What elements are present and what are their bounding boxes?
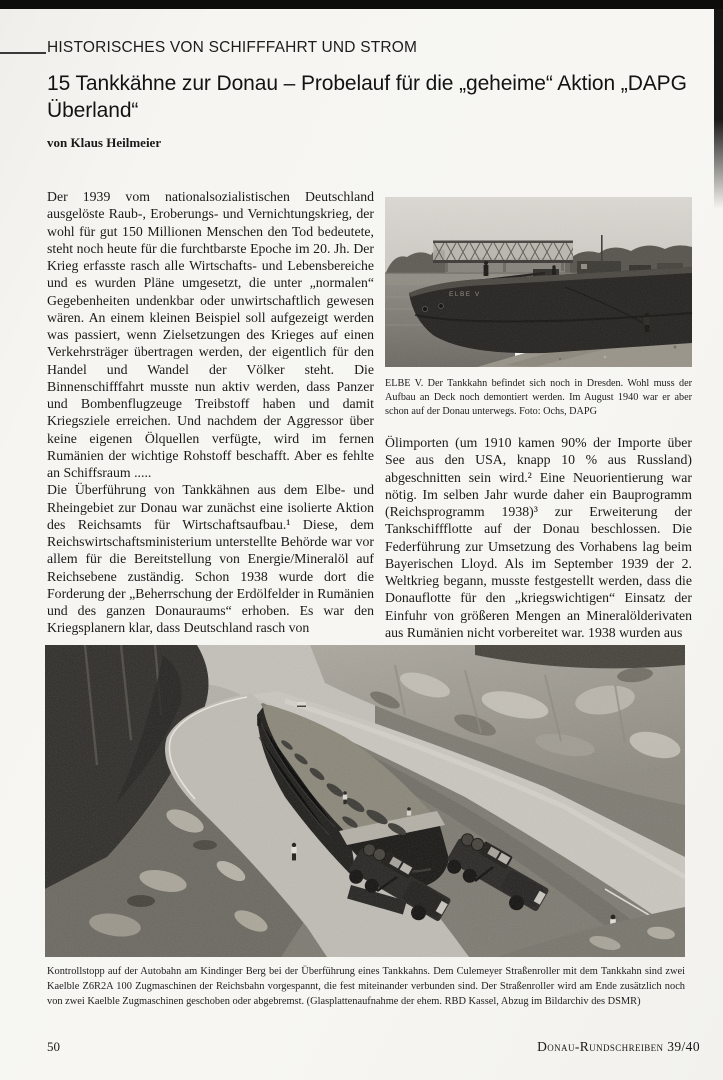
body-paragraph-3: Ölimporten (um 1910 kamen 90% der Importe über See aus den USA, knapp 10 % aus Russland) abgeschnitten sein wird.² Eine Neuorientierung war nötig. Im selben Jahr wurde daher ein Bauprogramm (Reichsprogramm 1938)³ zur Erweiterung der Tankschiffflotte auf der Donau beschlossen. Die Federführung zur Umsetzung des Vorhabens lag beim Bayerischen Lloyd. Als im September 1939 der 2. Weltkrieg begann, musste festgestellt werden, dass die Donauflotte für den „kriegswichtigen“ Einsatz der Einfuhr von größeren Mengen an Mineralölderivaten aus Rumänien nicht vorbereitet war. 1938 wurden aus — [385, 435, 692, 640]
body-paragraph-1: Der 1939 vom nationalsozialistischen Deutschland ausgelöste Raub-, Eroberungs- und Vernichtungskrieg, der wohl für gut 150 Millionen Menschen den Tod bedeutete, steht noch heute für die furchtbarste Epoche im 20. Jh. Der Krieg erfasste rasch alle Wirtschafts- und Lebensbereiche und es wurden Pläne umgesetzt, die unter „normalen“ Gegebenheiten undenkbar oder unwirtschaftlich gewesen wären. An einem kleinen Beispiel soll aufgezeigt werden was passiert, wenn Zielsetzungen des Krieges auf einen Verkehrsträger übertragen werden, der eigentlich für den Handel und Wandel der Völker steht. Die Binnenschifffahrt musste nun aktiv werden, dass Panzer und Bombenflugzeuge Treibstoff haben und damit Kriegsziele erreichen. Und nachdem der Aggressor über keine eigenen Ölquellen verfügte, wird im fernen Rumänien der wichtige Rohstoff beschafft. Aber es fehlte an Schiffsraum ..... — [47, 189, 374, 480]
page-number: 50 — [47, 1039, 60, 1054]
body-paragraph-2: Die Überführung von Tankkähnen aus dem Elbe- und Rheingebiet zur Donau war zunächst eine isolierte Aktion des Reichsamts für Wirtschaftsaufbau.¹ Diese, dem Reichswirtschaftsministerium unterstellte Behörde war vor allem für die Bereitstellung von Energie/Mineralöl auf Reichsebene zuständig. Schon 1938 wurde dort die Forderung der „Beherrschung der Erdölfelder in Rumänien und des ganzen Donauraums“ erhoben. Es war den Kriegsplanern klar, dass Deutschland rasch von — [47, 482, 374, 636]
scan-edge-right — [714, 9, 723, 209]
photo-elbe-caption: ELBE V. Der Tankkahn befindet sich noch in Dresden. Wohl muss der Aufbau an Deck noch demontiert werden. Im August 1940 war er aber schon auf der Donau unterwegs. Foto: Ochs, DAPG — [385, 378, 692, 417]
scan-edge-top — [0, 0, 723, 9]
journal-name: Donau-Rundschreiben 39/40 — [537, 1039, 700, 1054]
photo-autobahn-caption: Kontrollstopp auf der Autobahn am Kindinger Berg bei der Überführung eines Tankkahns. Dem Culemeyer Straßenroller mit dem Tankkahn sind zwei Kaelble Z6R2A 100 Zugmaschinen der Reichsbahn vorgespannt, die fest miteinander verbunden sind. Der Straßenroller wird am Ende zusätzlich noch von zwei Kaelble Zugmaschinen geschoben oder abgebremst. (Glasplattenaufnahme der ehem. RBD Kassel, Abzug im Bildarchiv des DSMR) — [47, 966, 685, 1007]
autobahn-photo-art — [45, 645, 685, 957]
left-column — [47, 188, 374, 637]
kicker-rule — [0, 52, 46, 54]
elbe-photo-art — [385, 197, 692, 367]
photo-elbe-v — [385, 197, 692, 367]
article-title: 15 Tankkähne zur Donau – Probelauf für die „geheime“ Aktion „DAPG Überland“ — [47, 72, 687, 122]
photo-autobahn-transport — [45, 645, 685, 957]
section-kicker: HISTORISCHES VON SCHIFFFAHRT UND STROM — [47, 39, 418, 56]
byline: von Klaus Heilmeier — [47, 135, 162, 150]
right-column — [385, 434, 692, 641]
